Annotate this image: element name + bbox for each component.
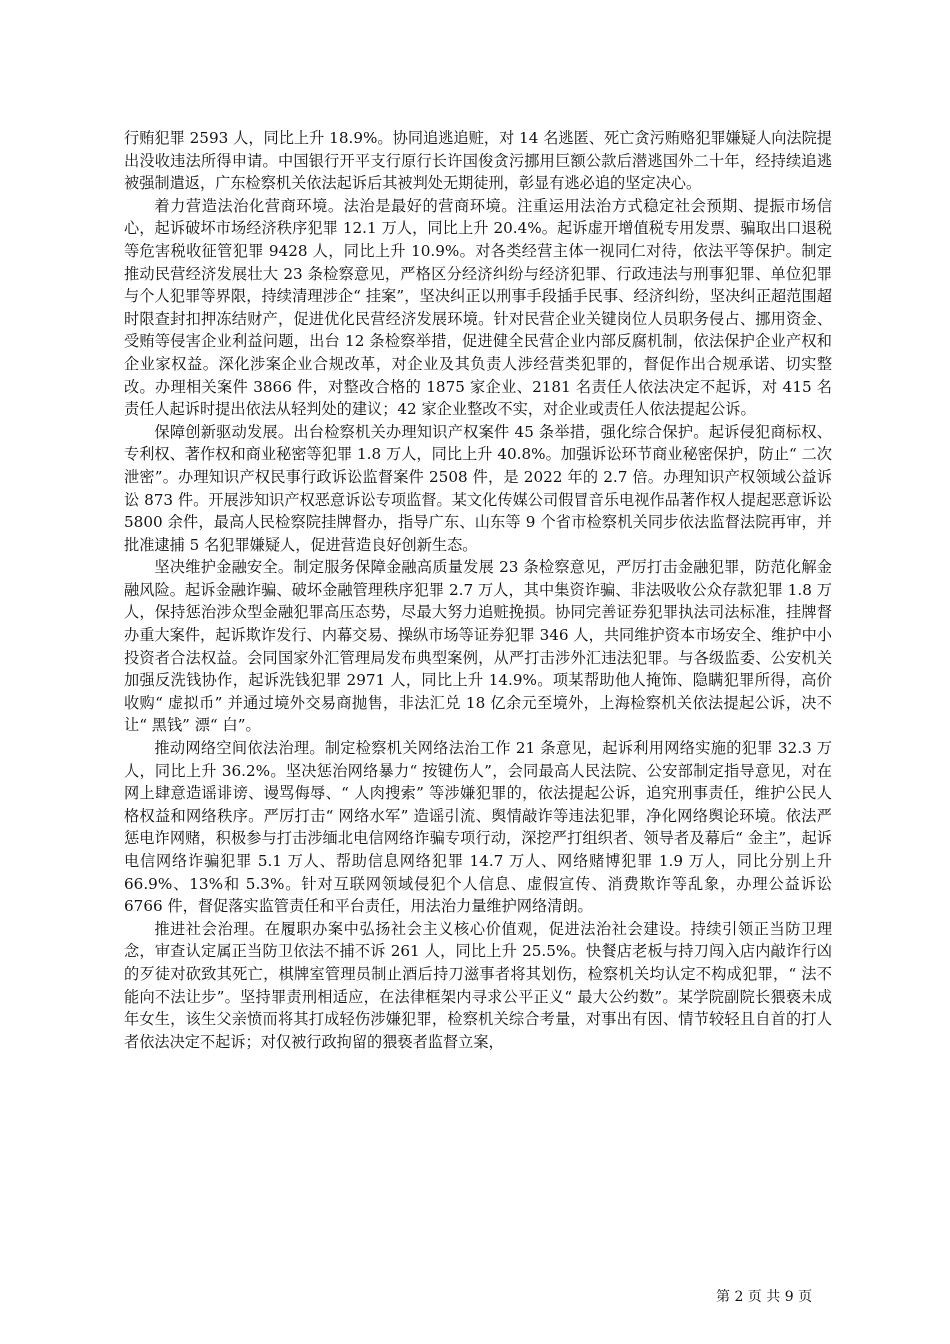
paragraph-cyberspace: 推动网络空间依法治理。制定检察机关网络法治工作 21 条意见，起诉利用网络实施的犯罪 32.3 万人，同比上升 36.2%。坚决惩治网络暴力“ 按键伤人”，会同最高人民法院、公安部制定指导意见，对在网上肆意造谣诽谤、谩骂侮辱、“ 人肉搜索” 等涉嫌犯罪的，依法提起公诉，追究刑事责任，维护公民人格权益和网络秩序。严厉打击“ 网络水军” 造谣引流、舆情敲诈等违法犯罪，净化网络舆论环境。依法严惩电诈网赌，积极参与打击涉缅北电信网络诈骗专项行动，深挖严打组织者、领导者及幕后“ 金主”，起诉电信网络诈骗犯罪 5.1 万人、帮助信息网络犯罪 14.7 万人、网络赌博犯罪 1.9 万人，同比分别上升 66.9%、13%和 5.3%。针对互联网领域侵犯个人信息、虚假宣传、消费欺诈等乱象，办理公益诉讼 6766 件，督促落实监管责任和平台责任，用法治力量维护网络清朗。: [124, 739, 832, 916]
paragraph-business-environment: 着力营造法治化营商环境。法治是最好的营商环境。注重运用法治方式稳定社会预期、提振市场信心，起诉破坏市场经济秩序犯罪 12.1 万人，同比上升 20.4%。起诉虚开增值税专用发票、骗取出口退税等危害税收征管犯罪 9428 人，同比上升 10.9%。对各类经营主体一视同仁对待，依法平等保护。制定推动民营经济发展壮大 23 条检察意见，严格区分经济纠纷与经济犯罪、行政违法与刑事犯罪、单位犯罪与个人犯罪等界限，持续清理涉企“ 挂案”，坚决纠正以刑事手段插手民事、经济纠纷，坚决纠正超范围超时限查封扣押冻结财产，促进优化民营经济发展环境。针对民营企业关键岗位人员职务侵占、挪用资金、受贿等侵害企业利益问题，出台 12 条检察举措，促进健全民营企业内部反腐机制，依法保护企业产权和企业家权益。深化涉案企业合规改革，对企业及其负责人涉经营类犯罪的，督促作出合规承诺、切实整改。办理相关案件 3866 件，对整改合格的 1875 家企业、2181 名责任人依法决定不起诉，对 415 名责任人起诉时提出依法从轻判处的建议；42 家企业整改不实，对企业或责任人依法提起公诉。: [124, 196, 832, 419]
paragraph-social-governance: 推进社会治理。在履职办案中弘扬社会主义核心价值观，促进法治社会建设。持续引领正当防卫理念，审查认定属正当防卫依法不捕不诉 261 人，同比上升 25.5%。快餐店老板与持刀闯入店内敲诈行凶的歹徒对砍致其死亡，棋牌室管理员制止酒后持刀滋事者将其划伤，检察机关均认定不构成犯罪，“ 法不能向不法让步”。坚持罪责刑相适应，在法律框架内寻求公平正义“ 最大公约数”。某学院副院长猥亵未成年女生，该生父亲愤而将其打成轻伤涉嫌犯罪，检察机关综合考量，对事出有因、情节较轻且自首的打人者依法决定不起诉；对仅被行政拘留的猥亵者监督立案，: [124, 919, 832, 1051]
paragraph-continuation: 行贿犯罪 2593 人，同比上升 18.9%。协同追逃追赃，对 14 名逃匿、死亡贪污贿赂犯罪嫌疑人向法院提出没收违法所得申请。中国银行开平支行原行长许国俊贪污挪用巨额公款后潜逃国外二十年，经持续追逃被强制遣返，广东检察机关依法起诉后其被判处无期徒刑，彰显有逃必追的坚定决心。: [124, 129, 832, 193]
paragraph-financial-security: 坚决维护金融安全。制定服务保障金融高质量发展 23 条检察意见，严厉打击金融犯罪，防范化解金融风险。起诉金融诈骗、破坏金融管理秩序犯罪 2.7 万人，其中集资诈骗、非法吸收公众存款犯罪 1.8 万人，保持惩治涉众型金融犯罪高压态势，尽最大努力追赃挽损。协同完善证券犯罪执法司法标准，挂牌督办重大案件，起诉欺诈发行、内幕交易、操纵市场等证券犯罪 346 人，共同维护资本市场安全、维护中小投资者合法权益。会同国家外汇管理局发布典型案例，从严打击涉外汇违法犯罪。与各级监委、公安机关加强反洗钱协作，起诉洗钱犯罪 2971 人，同比上升 14.9%。项某帮助他人掩饰、隐瞒犯罪所得，高价收购“ 虚拟币” 并通过境外交易商抛售，非法汇兑 18 亿余元至境外，上海检察机关依法提起公诉，决不让“ 黑钱” 漂“ 白”。: [124, 558, 832, 735]
document-body: [124, 127, 832, 1053]
page-number-footer: 第 2 页 共 9 页: [716, 1289, 813, 1305]
paragraph-innovation: 保障创新驱动发展。出台检察机关办理知识产权案件 45 条举措，强化综合保护。起诉侵犯商标权、专利权、著作权和商业秘密等犯罪 1.8 万人，同比上升 40.8%。加强诉讼环节商业秘密保护，防止“ 二次泄密”。办理知识产权民事行政诉讼监督案件 2508 件，是 2022 年的 2.7 倍。办理知识产权领域公益诉讼 873 件。开展涉知识产权恶意诉讼专项监督。某文化传媒公司假冒音乐电视作品著作权人提起恶意诉讼 5800 余件，最高人民检察院挂牌督办，指导广东、山东等 9 个省市检察机关同步依法监督法院再审，并批准逮捕 5 名犯罪嫌疑人，促进营造良好创新生态。: [124, 422, 832, 554]
